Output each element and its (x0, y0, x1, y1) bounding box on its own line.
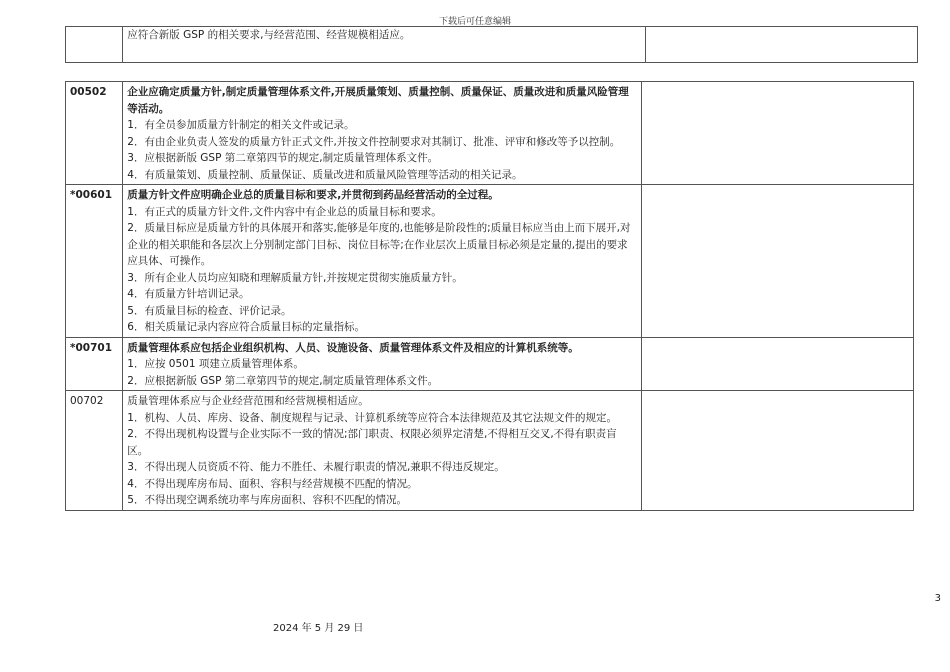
item-blank-cell (641, 82, 913, 185)
item-code: 00702 (66, 391, 123, 511)
main-table-body (66, 82, 914, 511)
page-number: 3 (934, 593, 941, 604)
item-blank-cell (641, 185, 913, 338)
item-code: *00601 (66, 185, 123, 338)
item-criterion: 3．应根据新版 GSP 第二章第四节的规定,制定质量管理体系文件。 (127, 152, 439, 164)
item-content (123, 82, 641, 185)
main-table (65, 81, 914, 511)
item-blank-cell (641, 391, 913, 511)
item-title: 质量管理体系应与企业经营范围和经营规模相适应。 (127, 395, 369, 407)
top-table (65, 26, 918, 63)
item-criterion: 2．不得出现机构设置与企业实际不一致的情况;部门职责、权限必须界定清楚,不得相互交叉,不得有职责盲区。 (127, 428, 617, 457)
item-criterion: 4．有质量方针培训记录。 (127, 288, 250, 300)
header-note: 下载后可任意编辑 (438, 17, 511, 27)
top-text-cell: 应符合新版 GSP 的相关要求,与经营范围、经营规模相适应。 (123, 27, 645, 63)
item-content (123, 337, 641, 391)
item-criterion: 1．有全员参加质量方针制定的相关文件或记录。 (127, 119, 355, 131)
item-criterion: 1．有正式的质量方针文件,文件内容中有企业总的质量目标和要求。 (127, 205, 442, 218)
item-content (123, 391, 641, 511)
table-row (66, 27, 918, 63)
top-blank-cell (645, 27, 917, 63)
item-criterion: 4．有质量策划、质量控制、质量保证、质量改进和质量风险管理等活动的相关记录。 (127, 168, 523, 181)
item-criterion: 6．相关质量记录内容应符合质量目标的定量指标。 (127, 321, 365, 333)
item-criterion: 2．质量目标应是质量方针的具体展开和落实,能够是年度的,也能够是阶段性的;质量目标应当由上而下展开,对企业的相关职能和各层次上分别制定部门目标、岗位目标等;在作业层次上质量目标必须是定量的,提出的要求应具体、可操作。 (127, 222, 631, 267)
item-title: 企业应确定质量方针,制定质量管理体系文件,开展质量策划、质量控制、质量保证、质量改进和质量风险管理等活动。 (127, 86, 629, 115)
item-criterion: 3．不得出现人员资质不符、能力不胜任、未履行职责的情况,兼职不得违反规定。 (127, 461, 505, 473)
item-blank-cell (641, 337, 913, 391)
item-code: 00502 (66, 82, 123, 185)
table-row (66, 82, 914, 185)
item-code: *00701 (66, 337, 123, 391)
footer-date: 2024 年 5 月 29 日 (273, 623, 364, 634)
table-row (66, 391, 914, 511)
item-criterion: 5．有质量目标的检查、评价记录。 (127, 304, 292, 317)
item-title: 质量方针文件应明确企业总的质量目标和要求,并贯彻到药品经营活动的全过程。 (127, 189, 499, 201)
table-row (66, 337, 914, 391)
item-criterion: 1．机构、人员、库房、设备、制度规程与记录、计算机系统等应符合本法律规范及其它法规文件的规定。 (127, 411, 617, 424)
item-title: 质量管理体系应包括企业组织机构、人员、设施设备、质量管理体系文件及相应的计算机系统等。 (127, 341, 579, 354)
table-row (66, 185, 914, 338)
item-criterion: 1．应按 0501 项建立质量管理体系。 (127, 358, 304, 370)
item-criterion: 2．有由企业负责人签发的质量方针正式文件,并按文件控制要求对其制订、批准、评审和修改等予以控制。 (127, 135, 621, 148)
item-criterion: 4．不得出现库房布局、面积、容积与经营规模不匹配的情况。 (127, 477, 418, 490)
item-criterion: 2．应根据新版 GSP 第二章第四节的规定,制定质量管理体系文件。 (127, 374, 439, 387)
item-content (123, 185, 641, 338)
item-criterion: 5．不得出现空调系统功率与库房面积、容积不匹配的情况。 (127, 494, 407, 506)
item-criterion: 3．所有企业人员均应知晓和理解质量方针,并按规定贯彻实施质量方针。 (127, 271, 463, 284)
top-code-cell (66, 27, 123, 63)
